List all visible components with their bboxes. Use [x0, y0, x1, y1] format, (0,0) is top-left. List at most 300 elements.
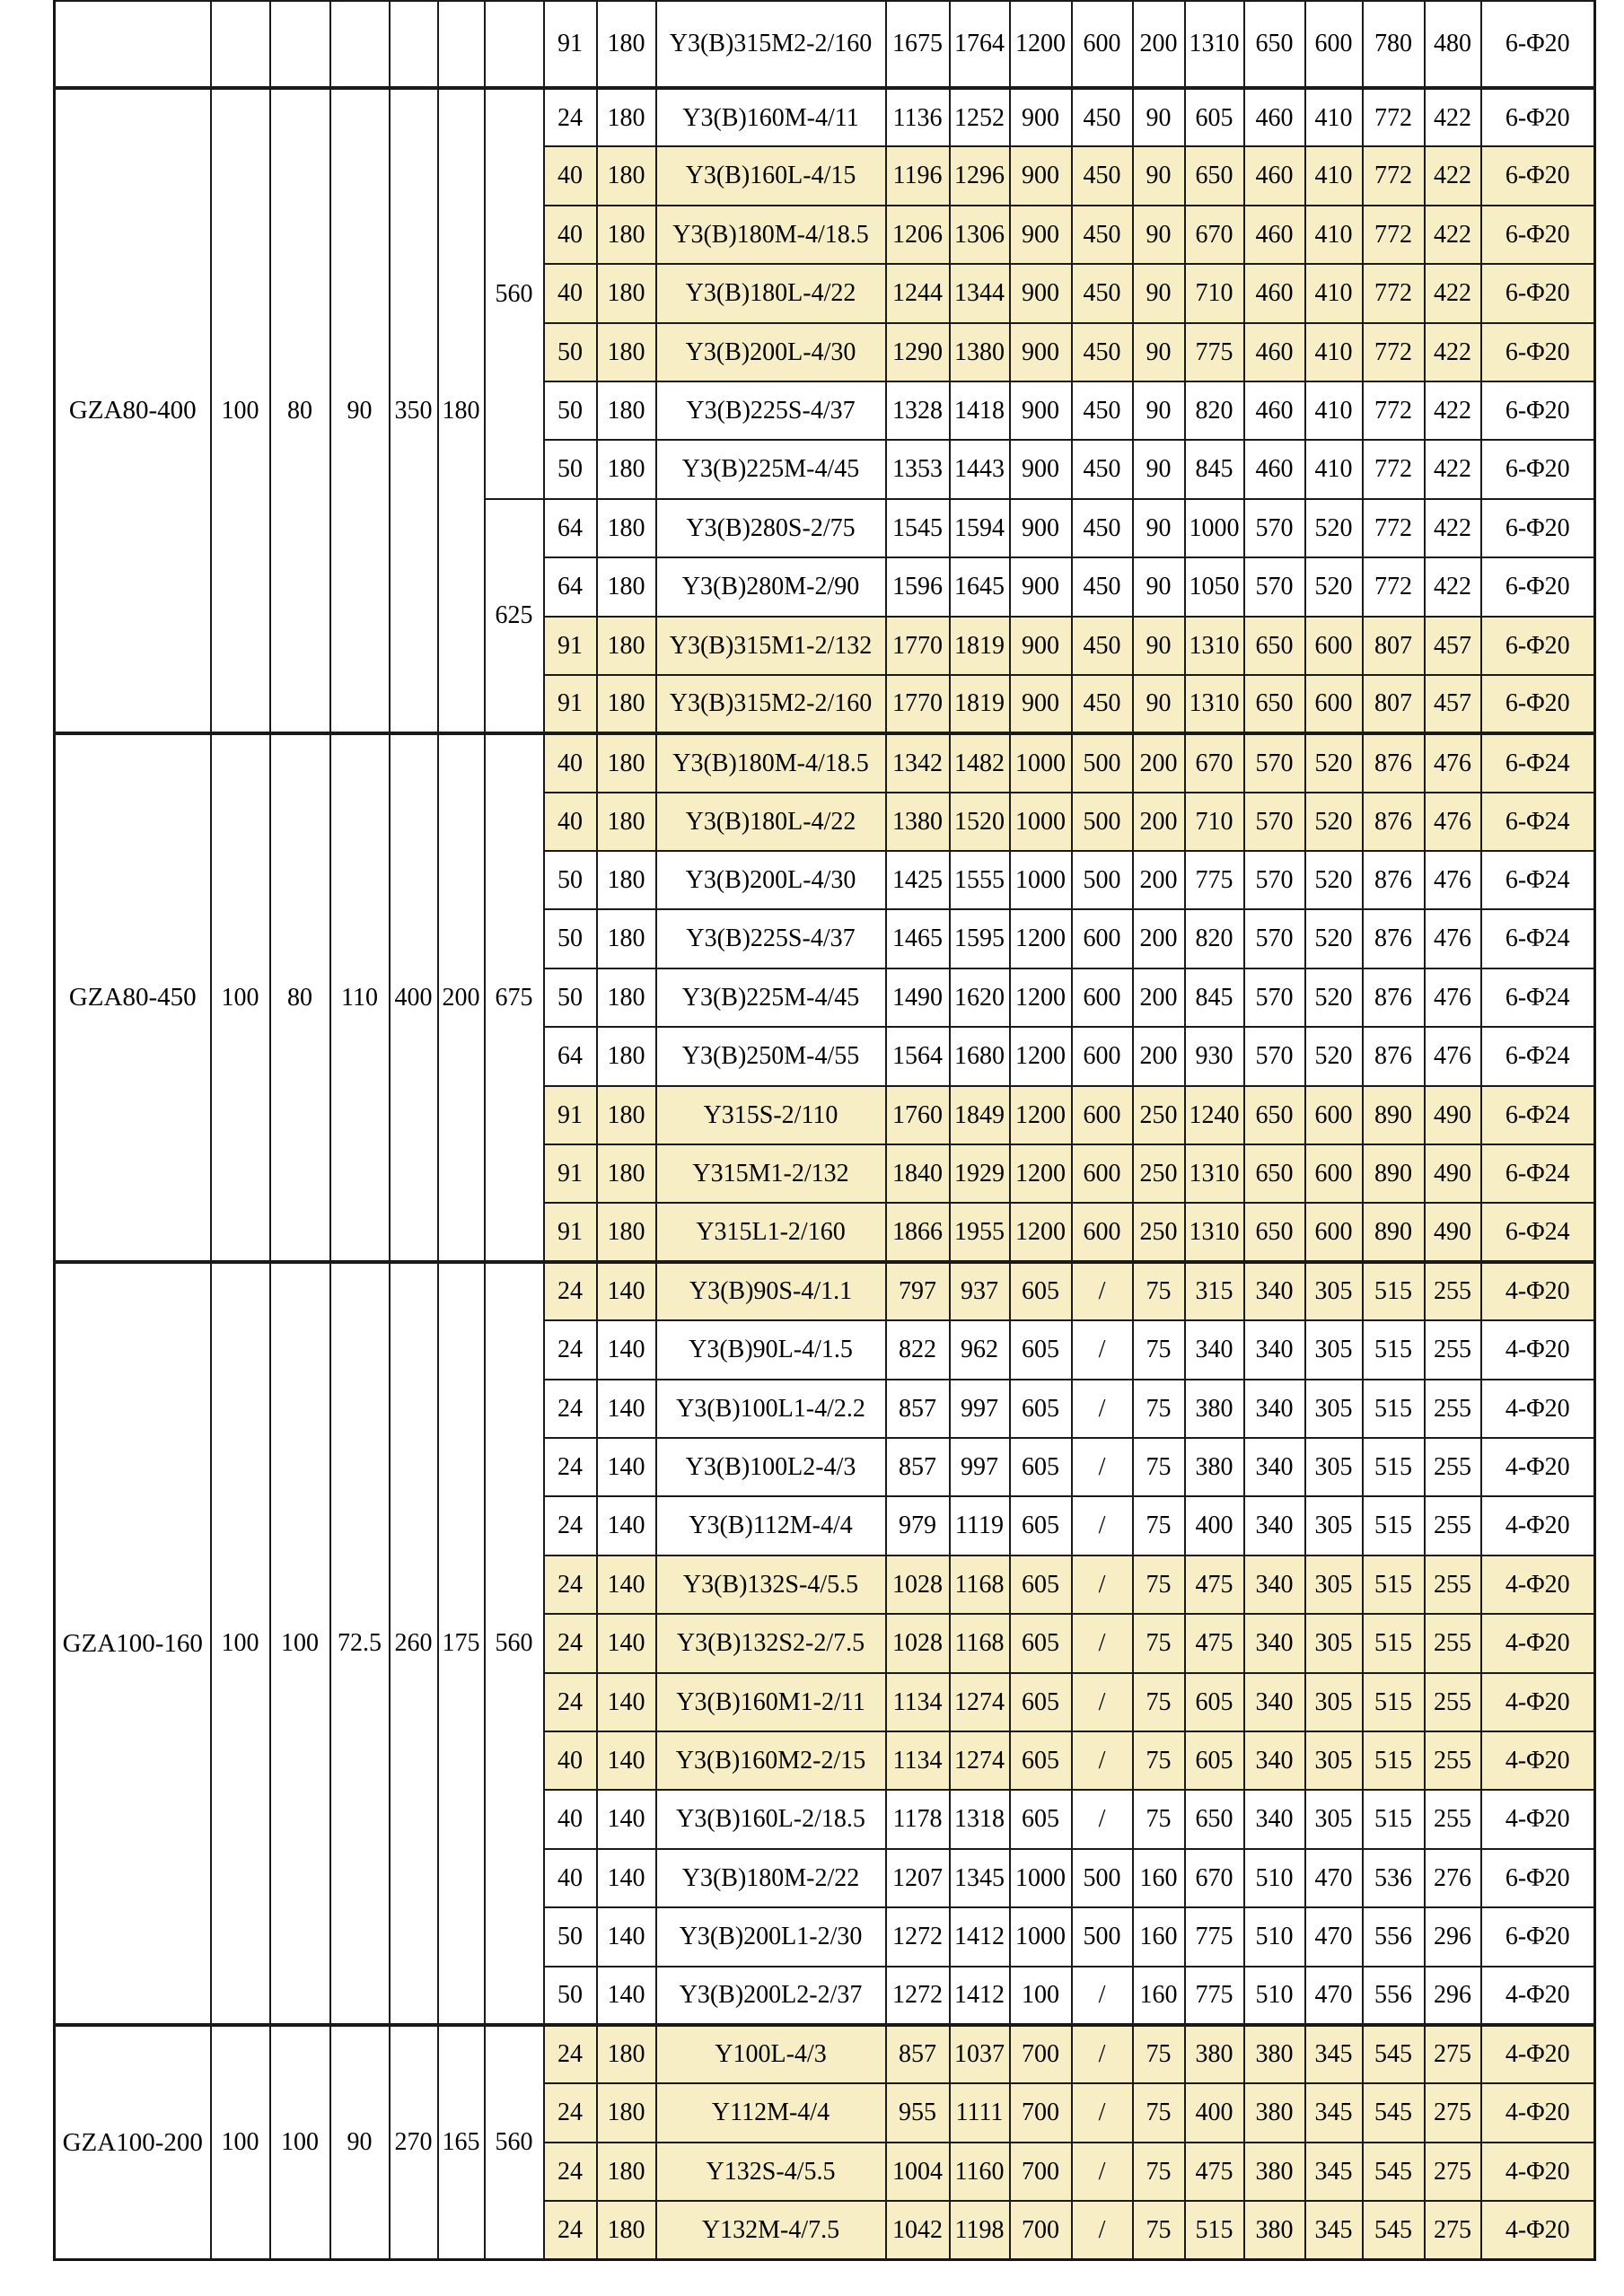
dimension-value-cell: / — [1072, 1380, 1133, 1438]
dimension-value-cell: 900 — [1010, 264, 1072, 322]
dimension-value-cell: 605 — [1185, 88, 1244, 146]
dimension-value-cell: 515 — [1363, 1262, 1425, 1320]
dimension-value-cell: 200 — [1133, 793, 1185, 851]
dimension-value-cell: 1207 — [886, 1849, 950, 1907]
dimension-value-cell: 1042 — [886, 2201, 950, 2259]
dimension-value-cell: / — [1072, 2025, 1133, 2083]
speed-cell: 560 — [485, 1262, 544, 2025]
dimension-value-cell: 470 — [1305, 1849, 1363, 1907]
dimension-value-cell: 255 — [1425, 1555, 1481, 1614]
dimension-value-cell: 515 — [1363, 1496, 1425, 1555]
dimension-value-cell: 857 — [886, 2025, 950, 2083]
dimension-value-cell: 900 — [1010, 323, 1072, 381]
dimension-value-cell: 1000 — [1010, 851, 1072, 909]
dimension-value-cell: 605 — [1010, 1380, 1072, 1438]
dimension-value-cell: 255 — [1425, 1380, 1481, 1438]
bolt-spec-cell: 6-Φ20 — [1481, 557, 1595, 616]
dimension-value-cell: 900 — [1010, 88, 1072, 146]
dimension-value-cell: 460 — [1244, 88, 1305, 146]
dimension-value-cell: 410 — [1305, 440, 1363, 498]
dimension-value-cell: 955 — [886, 2083, 950, 2142]
dimension-value-cell: 75 — [1133, 1380, 1185, 1438]
dimension-value-cell: 1764 — [950, 1, 1010, 88]
size-cell: 180 — [597, 323, 656, 381]
dimension-value-cell: 410 — [1305, 88, 1363, 146]
dimension-value-cell: 515 — [1363, 1320, 1425, 1379]
dimension-value-cell: 1770 — [886, 617, 950, 675]
dimension-value-cell: 997 — [950, 1438, 1010, 1496]
dimension-value-cell: 340 — [1244, 1262, 1305, 1320]
dimension-value-cell: 600 — [1305, 617, 1363, 675]
dimension-value-cell: 75 — [1133, 2143, 1185, 2201]
speed-cell: 625 — [485, 499, 544, 734]
dimension-value-cell: 1160 — [950, 2143, 1010, 2201]
dim-cell: 90 — [330, 2025, 390, 2260]
dimension-value-cell: 605 — [1010, 1790, 1072, 1848]
dimension-value-cell: 900 — [1010, 499, 1072, 557]
dimension-value-cell: 460 — [1244, 323, 1305, 381]
dimension-value-cell: 1168 — [950, 1555, 1010, 1614]
dimension-value-cell: 600 — [1072, 968, 1133, 1027]
bolt-spec-cell: 6-Φ20 — [1481, 264, 1595, 322]
dimension-value-cell: 475 — [1185, 1555, 1244, 1614]
dimension-value-cell: 536 — [1363, 1849, 1425, 1907]
dimension-value-cell: 422 — [1425, 206, 1481, 264]
dim-cell: 270 — [390, 2025, 438, 2260]
dimension-value-cell: 380 — [1185, 1438, 1244, 1496]
flow-cell: 91 — [544, 617, 597, 675]
dimension-value-cell: 520 — [1305, 1027, 1363, 1085]
dimension-value-cell: 545 — [1363, 2143, 1425, 2201]
dimension-value-cell: 160 — [1133, 1967, 1185, 2025]
dim-cell: 400 — [390, 733, 438, 1262]
bolt-spec-cell: 6-Φ20 — [1481, 88, 1595, 146]
dimension-value-cell: 937 — [950, 1262, 1010, 1320]
dimension-value-cell: 600 — [1305, 675, 1363, 733]
flow-cell: 91 — [544, 1086, 597, 1144]
dimension-value-cell: 305 — [1305, 1380, 1363, 1438]
dimension-value-cell: / — [1072, 1731, 1133, 1790]
dimension-value-cell: 340 — [1244, 1438, 1305, 1496]
bolt-spec-cell: 6-Φ20 — [1481, 499, 1595, 557]
size-cell: 180 — [597, 146, 656, 205]
dimension-value-cell: 1380 — [950, 323, 1010, 381]
dimension-value-cell: 570 — [1244, 733, 1305, 792]
dimension-value-cell: 250 — [1133, 1086, 1185, 1144]
dimension-value-cell: 422 — [1425, 323, 1481, 381]
dimension-value-cell: 570 — [1244, 557, 1305, 616]
dimension-value-cell: 780 — [1363, 1, 1425, 88]
dimension-value-cell: 605 — [1010, 1438, 1072, 1496]
dimension-value-cell: 1443 — [950, 440, 1010, 498]
dimension-value-cell: 1819 — [950, 675, 1010, 733]
dimension-value-cell: 1380 — [886, 793, 950, 851]
dimension-value-cell: 460 — [1244, 206, 1305, 264]
flow-cell: 91 — [544, 1144, 597, 1203]
dimension-value-cell: 510 — [1244, 1967, 1305, 2025]
dimension-value-cell: 90 — [1133, 675, 1185, 733]
dimension-value-cell: 1134 — [886, 1673, 950, 1731]
dimension-value-cell: 700 — [1010, 2143, 1072, 2201]
dimension-value-cell: 500 — [1072, 1907, 1133, 1966]
dimension-value-cell: 515 — [1185, 2201, 1244, 2259]
dimension-value-cell: 500 — [1072, 851, 1133, 909]
dimension-value-cell: 255 — [1425, 1614, 1481, 1672]
speed-cell: 560 — [485, 2025, 544, 2260]
dim-cell: 260 — [390, 1262, 438, 2025]
dimension-value-cell: 520 — [1305, 851, 1363, 909]
dimension-value-cell: 515 — [1363, 1614, 1425, 1672]
dimension-value-cell: 160 — [1133, 1849, 1185, 1907]
dimension-value-cell: 515 — [1363, 1438, 1425, 1496]
size-cell: 180 — [597, 1027, 656, 1085]
dimension-value-cell: 340 — [1244, 1380, 1305, 1438]
dimension-value-cell: 1252 — [950, 88, 1010, 146]
dimension-value-cell: 75 — [1133, 1555, 1185, 1614]
bolt-spec-cell: 4-Φ20 — [1481, 1790, 1595, 1848]
bolt-spec-cell: 6-Φ24 — [1481, 1027, 1595, 1085]
motor-model-cell: Y3(B)225S-4/37 — [656, 381, 886, 440]
dimension-value-cell: 450 — [1072, 264, 1133, 322]
dimension-value-cell: 775 — [1185, 851, 1244, 909]
dimension-value-cell: 605 — [1185, 1673, 1244, 1731]
dim-cell: 100 — [270, 1262, 330, 2025]
bolt-spec-cell: 4-Φ20 — [1481, 2083, 1595, 2142]
dimension-value-cell: 570 — [1244, 909, 1305, 968]
size-cell: 180 — [597, 1144, 656, 1203]
dimension-value-cell: 1418 — [950, 381, 1010, 440]
dimension-value-cell: 90 — [1133, 381, 1185, 440]
dimension-value-cell: 1200 — [1010, 909, 1072, 968]
motor-model-cell: Y3(B)160M2-2/15 — [656, 1731, 886, 1790]
flow-cell: 24 — [544, 1673, 597, 1731]
dimension-value-cell: 100 — [1010, 1967, 1072, 2025]
dimension-value-cell: 1866 — [886, 1203, 950, 1261]
size-cell: 180 — [597, 499, 656, 557]
dimension-value-cell: 305 — [1305, 1262, 1363, 1320]
flow-cell: 24 — [544, 2083, 597, 2142]
motor-model-cell: Y100L-4/3 — [656, 2025, 886, 2083]
motor-model-cell: Y3(B)315M2-2/160 — [656, 1, 886, 88]
bolt-spec-cell: 6-Φ24 — [1481, 968, 1595, 1027]
dimension-value-cell: 450 — [1072, 206, 1133, 264]
dimension-value-cell: 1200 — [1010, 1086, 1072, 1144]
dimension-value-cell: 857 — [886, 1380, 950, 1438]
dimension-value-cell: 600 — [1305, 1, 1363, 88]
dim-cell: 80 — [270, 733, 330, 1262]
flow-cell: 40 — [544, 206, 597, 264]
dimension-value-cell: 605 — [1185, 1731, 1244, 1790]
dimension-value-cell: 775 — [1185, 323, 1244, 381]
size-cell: 180 — [597, 1086, 656, 1144]
size-cell: 180 — [597, 793, 656, 851]
size-cell: 180 — [597, 2201, 656, 2259]
dimension-value-cell: 200 — [1133, 1027, 1185, 1085]
bolt-spec-cell: 6-Φ20 — [1481, 1907, 1595, 1966]
dimension-value-cell: 410 — [1305, 381, 1363, 440]
dimension-value-cell: 845 — [1185, 440, 1244, 498]
dimension-value-cell: 305 — [1305, 1790, 1363, 1848]
dimension-value-cell: 876 — [1363, 733, 1425, 792]
size-cell: 140 — [597, 1320, 656, 1379]
dimension-value-cell: 460 — [1244, 264, 1305, 322]
dimension-value-cell: 650 — [1185, 1790, 1244, 1848]
dimension-value-cell: 1244 — [886, 264, 950, 322]
dimension-value-cell: 450 — [1072, 617, 1133, 675]
dimension-value-cell: 345 — [1305, 2083, 1363, 2142]
size-cell: 180 — [597, 557, 656, 616]
motor-model-cell: Y3(B)160L-4/15 — [656, 146, 886, 205]
model-cell: GZA80-450 — [55, 733, 211, 1262]
dimension-value-cell: 345 — [1305, 2143, 1363, 2201]
dimension-value-cell: 90 — [1133, 499, 1185, 557]
dimension-value-cell: 570 — [1244, 968, 1305, 1027]
dimension-value-cell: 255 — [1425, 1731, 1481, 1790]
dimension-value-cell: 545 — [1363, 2201, 1425, 2259]
dimension-value-cell: 650 — [1244, 1086, 1305, 1144]
dimension-value-cell: 510 — [1244, 1907, 1305, 1966]
motor-model-cell: Y3(B)280S-2/75 — [656, 499, 886, 557]
dimension-value-cell: 1412 — [950, 1907, 1010, 1966]
motor-model-cell: Y3(B)180M-4/18.5 — [656, 733, 886, 792]
dimension-value-cell: 1000 — [1010, 1849, 1072, 1907]
dimension-value-cell: / — [1072, 1614, 1133, 1672]
dimension-value-cell: 520 — [1305, 499, 1363, 557]
motor-model-cell: Y3(B)225M-4/45 — [656, 440, 886, 498]
dimension-value-cell: 422 — [1425, 440, 1481, 498]
dimension-value-cell: 1290 — [886, 323, 950, 381]
dim-cell — [270, 1, 330, 88]
dimension-value-cell: 772 — [1363, 557, 1425, 616]
bolt-spec-cell: 4-Φ20 — [1481, 1555, 1595, 1614]
dimension-value-cell: 1620 — [950, 968, 1010, 1027]
size-cell: 180 — [597, 909, 656, 968]
dimension-value-cell: 876 — [1363, 909, 1425, 968]
dimension-value-cell: 710 — [1185, 264, 1244, 322]
dimension-value-cell: 75 — [1133, 1496, 1185, 1555]
dimension-value-cell: 515 — [1363, 1555, 1425, 1614]
dimension-value-cell: 160 — [1133, 1907, 1185, 1966]
dimension-value-cell: 1111 — [950, 2083, 1010, 2142]
dimension-value-cell: 1000 — [1185, 499, 1244, 557]
motor-model-cell: Y3(B)132S-4/5.5 — [656, 1555, 886, 1614]
bolt-spec-cell: 6-Φ20 — [1481, 323, 1595, 381]
flow-cell: 40 — [544, 264, 597, 322]
dimension-value-cell: / — [1072, 1262, 1133, 1320]
dimension-value-cell: 340 — [1244, 1555, 1305, 1614]
dimension-value-cell: 1000 — [1010, 793, 1072, 851]
dimension-value-cell: 450 — [1072, 323, 1133, 381]
dimension-value-cell: 450 — [1072, 381, 1133, 440]
dimension-value-cell: 275 — [1425, 2201, 1481, 2259]
dimension-value-cell: 470 — [1305, 1907, 1363, 1966]
flow-cell: 91 — [544, 675, 597, 733]
dimension-value-cell: / — [1072, 1967, 1133, 2025]
dim-cell: 200 — [438, 733, 485, 1262]
dim-cell: 100 — [270, 2025, 330, 2260]
bolt-spec-cell: 6-Φ20 — [1481, 146, 1595, 205]
dimension-value-cell: 1168 — [950, 1614, 1010, 1672]
dimension-value-cell: 876 — [1363, 1027, 1425, 1085]
dimension-value-cell: 410 — [1305, 264, 1363, 322]
motor-model-cell: Y3(B)250M-4/55 — [656, 1027, 886, 1085]
dimension-value-cell: 1028 — [886, 1614, 950, 1672]
dimension-value-cell: / — [1072, 1673, 1133, 1731]
dimension-value-cell: 900 — [1010, 206, 1072, 264]
dimension-value-cell: 520 — [1305, 968, 1363, 1027]
bolt-spec-cell: 6-Φ20 — [1481, 381, 1595, 440]
dimension-value-cell: 340 — [1244, 1790, 1305, 1848]
dimension-value-cell: 900 — [1010, 381, 1072, 440]
dimension-value-cell: / — [1072, 1320, 1133, 1379]
table-row — [55, 2025, 1595, 2083]
dimension-value-cell: 775 — [1185, 1967, 1244, 2025]
dimension-value-cell: 1296 — [950, 146, 1010, 205]
dimension-value-cell: / — [1072, 2143, 1133, 2201]
dimension-value-cell: 75 — [1133, 1790, 1185, 1848]
dimension-value-cell: 1345 — [950, 1849, 1010, 1907]
dimension-value-cell: 1342 — [886, 733, 950, 792]
dimension-value-cell: 605 — [1010, 1262, 1072, 1320]
dimension-value-cell: 700 — [1010, 2025, 1072, 2083]
dimension-value-cell: 255 — [1425, 1262, 1481, 1320]
dimension-value-cell: 605 — [1010, 1614, 1072, 1672]
flow-cell: 64 — [544, 557, 597, 616]
dimension-value-cell: 807 — [1363, 617, 1425, 675]
dimension-value-cell: 315 — [1185, 1262, 1244, 1320]
size-cell: 180 — [597, 733, 656, 792]
dimension-value-cell: 200 — [1133, 733, 1185, 792]
dimension-value-cell: 515 — [1363, 1731, 1425, 1790]
dimension-value-cell: 340 — [1244, 1614, 1305, 1672]
dimension-value-cell: 962 — [950, 1320, 1010, 1379]
dimension-value-cell: 400 — [1185, 1496, 1244, 1555]
dimension-value-cell: 1272 — [886, 1967, 950, 2025]
bolt-spec-cell: 6-Φ24 — [1481, 851, 1595, 909]
flow-cell: 50 — [544, 851, 597, 909]
dimension-value-cell: 1050 — [1185, 557, 1244, 616]
dimension-value-cell: 305 — [1305, 1614, 1363, 1672]
dim-cell: 110 — [330, 733, 390, 1262]
bolt-spec-cell: 6-Φ20 — [1481, 1849, 1595, 1907]
dimension-value-cell: 822 — [886, 1320, 950, 1379]
dimension-value-cell: 422 — [1425, 557, 1481, 616]
size-cell: 180 — [597, 675, 656, 733]
dimension-value-cell: 1770 — [886, 675, 950, 733]
dimension-value-cell: 255 — [1425, 1790, 1481, 1848]
dimension-value-cell: 520 — [1305, 909, 1363, 968]
flow-cell: 24 — [544, 2201, 597, 2259]
dimension-value-cell: 500 — [1072, 793, 1133, 851]
dimension-value-cell: 1596 — [886, 557, 950, 616]
dimension-value-cell: 500 — [1072, 733, 1133, 792]
dimension-value-cell: 1344 — [950, 264, 1010, 322]
dimension-value-cell: 340 — [1185, 1320, 1244, 1379]
dimension-value-cell: 890 — [1363, 1086, 1425, 1144]
flow-cell: 40 — [544, 793, 597, 851]
dimension-value-cell: 797 — [886, 1262, 950, 1320]
dimension-value-cell: 600 — [1072, 1144, 1133, 1203]
dimension-value-cell: 1274 — [950, 1673, 1010, 1731]
dimension-value-cell: 1119 — [950, 1496, 1010, 1555]
dimension-value-cell: 380 — [1185, 1380, 1244, 1438]
size-cell: 140 — [597, 1380, 656, 1438]
dimension-value-cell: 600 — [1072, 1, 1133, 88]
model-cell — [55, 1, 211, 88]
dimension-value-cell: 490 — [1425, 1086, 1481, 1144]
motor-model-cell: Y3(B)180L-4/22 — [656, 793, 886, 851]
table-row — [55, 1262, 1595, 1320]
dimension-value-cell: 700 — [1010, 2201, 1072, 2259]
flow-cell: 40 — [544, 1790, 597, 1848]
flow-cell: 50 — [544, 1967, 597, 2025]
dimension-value-cell: 475 — [1185, 1614, 1244, 1672]
dimension-value-cell: 410 — [1305, 146, 1363, 205]
dimension-value-cell: 1490 — [886, 968, 950, 1027]
dimension-value-cell: 772 — [1363, 88, 1425, 146]
motor-model-cell: Y3(B)180M-4/18.5 — [656, 206, 886, 264]
dimension-value-cell: 979 — [886, 1496, 950, 1555]
dimension-value-cell: 600 — [1072, 1203, 1133, 1261]
dimension-value-cell: 1819 — [950, 617, 1010, 675]
size-cell: 140 — [597, 1673, 656, 1731]
dimension-value-cell: 570 — [1244, 1027, 1305, 1085]
dimension-value-cell: 772 — [1363, 206, 1425, 264]
dimension-value-cell: 1955 — [950, 1203, 1010, 1261]
dimension-value-cell: 670 — [1185, 733, 1244, 792]
dimension-value-cell: 275 — [1425, 2143, 1481, 2201]
flow-cell: 24 — [544, 1320, 597, 1379]
dim-cell: 90 — [330, 88, 390, 733]
size-cell: 140 — [597, 1555, 656, 1614]
size-cell: 180 — [597, 2025, 656, 2083]
dimension-value-cell: 600 — [1305, 1203, 1363, 1261]
dim-cell: 100 — [211, 1262, 270, 2025]
dimension-value-cell: 900 — [1010, 675, 1072, 733]
dimension-value-cell: 876 — [1363, 851, 1425, 909]
dimension-value-cell: 1840 — [886, 1144, 950, 1203]
flow-cell: 24 — [544, 1555, 597, 1614]
dimension-value-cell: 1136 — [886, 88, 950, 146]
dim-cell: 100 — [211, 2025, 270, 2260]
dim-cell — [390, 1, 438, 88]
dimension-value-cell: 556 — [1363, 1967, 1425, 2025]
dimension-value-cell: 345 — [1305, 2201, 1363, 2259]
dim-cell: 72.5 — [330, 1262, 390, 2025]
dimension-value-cell: 1310 — [1185, 1144, 1244, 1203]
motor-model-cell: Y3(B)100L1-4/2.2 — [656, 1380, 886, 1438]
motor-model-cell: Y315L1-2/160 — [656, 1203, 886, 1261]
dimension-value-cell: 476 — [1425, 968, 1481, 1027]
dimension-value-cell: 250 — [1133, 1144, 1185, 1203]
dimension-value-cell: 520 — [1305, 733, 1363, 792]
dimension-value-cell: 75 — [1133, 2083, 1185, 2142]
dimension-value-cell: 1328 — [886, 381, 950, 440]
dimension-value-cell: 90 — [1133, 88, 1185, 146]
dim-cell: 180 — [438, 88, 485, 733]
motor-model-cell: Y3(B)200L1-2/30 — [656, 1907, 886, 1966]
dimension-value-cell: 520 — [1305, 793, 1363, 851]
bolt-spec-cell: 4-Φ20 — [1481, 1731, 1595, 1790]
dimension-value-cell: 305 — [1305, 1438, 1363, 1496]
dimension-value-cell: 670 — [1185, 1849, 1244, 1907]
size-cell: 180 — [597, 206, 656, 264]
dimension-value-cell: / — [1072, 1555, 1133, 1614]
dimension-value-cell: 600 — [1305, 1144, 1363, 1203]
dimension-value-cell: 772 — [1363, 440, 1425, 498]
dimension-value-cell: 460 — [1244, 381, 1305, 440]
dimension-value-cell: 305 — [1305, 1731, 1363, 1790]
